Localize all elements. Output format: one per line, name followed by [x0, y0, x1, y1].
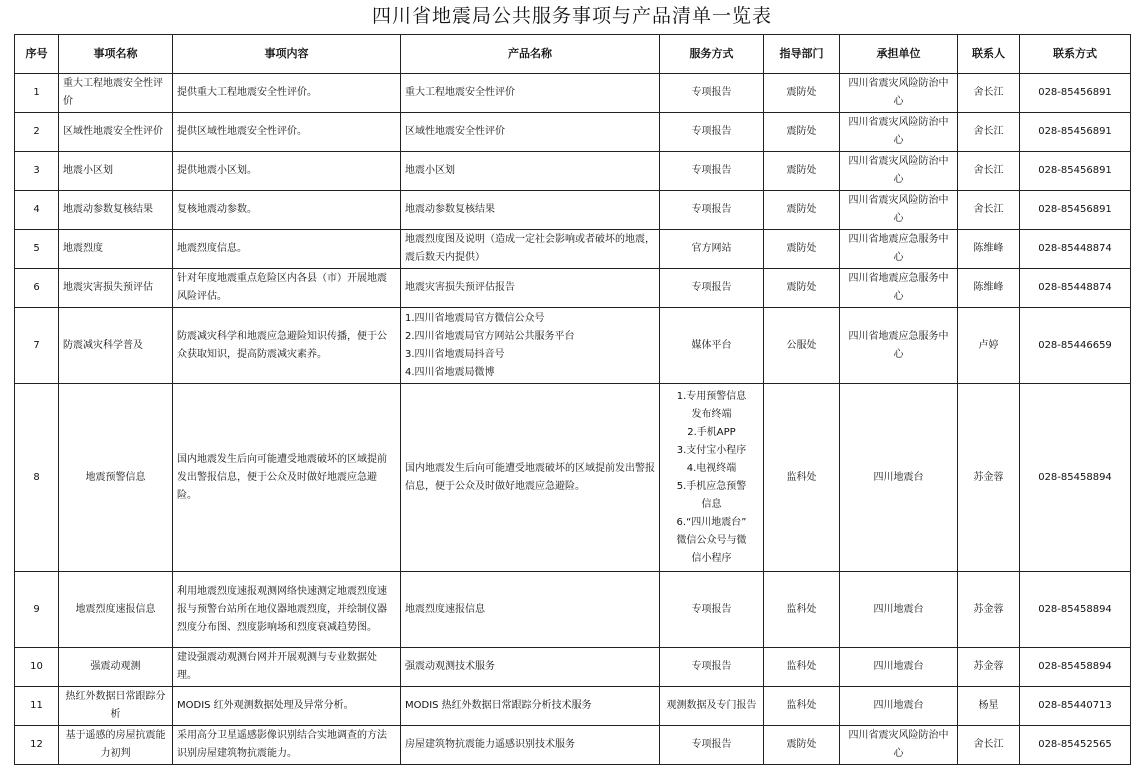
cell-product: 地震灾害损失预评估报告 — [401, 269, 660, 308]
cell-no: 9 — [15, 572, 59, 648]
cell-content: 地震烈度信息。 — [173, 230, 401, 269]
header-content: 事项内容 — [173, 35, 401, 74]
cell-dept: 震防处 — [764, 152, 840, 191]
header-no: 序号 — [15, 35, 59, 74]
cell-phone: 028-85446659 — [1020, 308, 1131, 384]
cell-product: MODIS 热红外数据日常跟踪分析技术服务 — [401, 687, 660, 726]
service-list-item: 发布终端 — [691, 408, 732, 420]
cell-product: 地震烈度图及说明（造成一定社会影响或者破坏的地震，震后数天内提供） — [401, 230, 660, 269]
service-list-item: 1.专用预警信息 — [676, 390, 747, 402]
cell-phone: 028-85456891 — [1020, 191, 1131, 230]
product-list-item: 1.四川省地震局官方微信公众号 — [405, 312, 545, 324]
cell-contact: 舍长江 — [958, 726, 1020, 765]
cell-phone: 028-85452565 — [1020, 726, 1131, 765]
cell-unit: 四川省震灾风险防治中心 — [840, 152, 958, 191]
cell-dept: 震防处 — [764, 726, 840, 765]
cell-dept: 震防处 — [764, 74, 840, 113]
cell-no: 7 — [15, 308, 59, 384]
table-row — [15, 308, 1131, 384]
cell-item: 热红外数据日常跟踪分析 — [59, 687, 173, 726]
cell-dept: 监科处 — [764, 572, 840, 648]
cell-contact: 舍长江 — [958, 74, 1020, 113]
cell-service: 媒体平台 — [660, 308, 764, 384]
cell-content: 提供区域性地震安全性评价。 — [173, 113, 401, 152]
cell-unit: 四川省地震应急服务中心 — [840, 230, 958, 269]
cell-dept: 震防处 — [764, 113, 840, 152]
table-row — [15, 726, 1131, 765]
cell-service: 专项报告 — [660, 152, 764, 191]
header-item: 事项名称 — [59, 35, 173, 74]
cell-phone: 028-85458894 — [1020, 648, 1131, 687]
table-row — [15, 269, 1131, 308]
cell-unit: 四川省地震应急服务中心 — [840, 308, 958, 384]
table-row — [15, 113, 1131, 152]
table-row — [15, 74, 1131, 113]
service-list-item: 3.支付宝小程序 — [676, 444, 747, 456]
table-row — [15, 152, 1131, 191]
cell-content: 采用高分卫星遥感影像识别结合实地调查的方法识别房屋建筑物抗震能力。 — [173, 726, 401, 765]
cell-phone: 028-85448874 — [1020, 230, 1131, 269]
cell-service: 专项报告 — [660, 726, 764, 765]
cell-service: 专项报告 — [660, 74, 764, 113]
cell-item: 地震预警信息 — [59, 384, 173, 572]
cell-phone: 028-85456891 — [1020, 74, 1131, 113]
cell-contact: 舍长江 — [958, 191, 1020, 230]
cell-contact: 陈维峰 — [958, 230, 1020, 269]
cell-dept: 监科处 — [764, 648, 840, 687]
header-contact: 联系人 — [958, 35, 1020, 74]
cell-product: 区域性地震安全性评价 — [401, 113, 660, 152]
cell-no: 6 — [15, 269, 59, 308]
cell-phone: 028-85456891 — [1020, 152, 1131, 191]
cell-content: 提供地震小区划。 — [173, 152, 401, 191]
cell-item: 地震动参数复核结果 — [59, 191, 173, 230]
cell-phone: 028-85448874 — [1020, 269, 1131, 308]
cell-content: 针对年度地震重点危险区内各县（市）开展地震风险评估。 — [173, 269, 401, 308]
product-list-item: 3.四川省地震局抖音号 — [405, 348, 505, 360]
cell-contact: 杨星 — [958, 687, 1020, 726]
header-unit: 承担单位 — [840, 35, 958, 74]
page-title: 四川省地震局公共服务事项与产品清单一览表 — [371, 5, 772, 27]
cell-content: 国内地震发生后向可能遭受地震破坏的区域提前发出警报信息，便于公众及时做好地震应急避险。 — [173, 384, 401, 572]
table-row — [15, 572, 1131, 648]
cell-item: 地震烈度速报信息 — [59, 572, 173, 648]
service-list-item: 微信公众号与微 — [676, 534, 747, 546]
cell-content: 建设强震动观测台网并开展观测与专业数据处理。 — [173, 648, 401, 687]
header-product: 产品名称 — [401, 35, 660, 74]
cell-service: 专项报告 — [660, 269, 764, 308]
cell-service: 专项报告 — [660, 572, 764, 648]
table-row — [15, 191, 1131, 230]
cell-phone: 028-85458894 — [1020, 384, 1131, 572]
cell-unit: 四川省震灾风险防治中心 — [840, 191, 958, 230]
cell-dept: 震防处 — [764, 191, 840, 230]
cell-dept: 震防处 — [764, 269, 840, 308]
header-service: 服务方式 — [660, 35, 764, 74]
cell-no: 2 — [15, 113, 59, 152]
service-list-item: 信息 — [701, 498, 722, 510]
cell-content: MODIS 红外观测数据处理及异常分析。 — [173, 687, 401, 726]
cell-no: 3 — [15, 152, 59, 191]
header-phone: 联系方式 — [1020, 35, 1131, 74]
cell-service: 专项报告 — [660, 113, 764, 152]
cell-contact: 苏金蓉 — [958, 648, 1020, 687]
cell-phone: 028-85456891 — [1020, 113, 1131, 152]
cell-no: 12 — [15, 726, 59, 765]
cell-service: 观测数据及专门报告 — [660, 687, 764, 726]
cell-product: 地震动参数复核结果 — [401, 191, 660, 230]
product-list-item: 4.四川省地震局微博 — [405, 366, 495, 378]
cell-phone: 028-85458894 — [1020, 572, 1131, 648]
service-list-item: 6.“四川地震台” — [676, 516, 747, 528]
table-row — [15, 648, 1131, 687]
cell-unit: 四川省地震应急服务中心 — [840, 269, 958, 308]
cell-item: 防震减灾科学普及 — [59, 308, 173, 384]
cell-unit: 四川地震台 — [840, 687, 958, 726]
cell-contact: 苏金蓉 — [958, 384, 1020, 572]
cell-item: 基于遥感的房屋抗震能力初判 — [59, 726, 173, 765]
cell-item: 地震小区划 — [59, 152, 173, 191]
table-row — [15, 230, 1131, 269]
cell-dept: 监科处 — [764, 687, 840, 726]
table-row — [15, 384, 1131, 572]
cell-unit: 四川省震灾风险防治中心 — [840, 113, 958, 152]
cell-service — [660, 384, 764, 572]
cell-product: 地震小区划 — [401, 152, 660, 191]
cell-item: 重大工程地震安全性评价 — [59, 74, 173, 113]
cell-phone: 028-85440713 — [1020, 687, 1131, 726]
cell-item: 地震烈度 — [59, 230, 173, 269]
cell-product: 国内地震发生后向可能遭受地震破坏的区域提前发出警报信息，便于公众及时做好地震应急避险。 — [401, 384, 660, 572]
cell-product: 地震烈度速报信息 — [401, 572, 660, 648]
cell-contact: 舍长江 — [958, 113, 1020, 152]
service-table — [14, 34, 1131, 765]
cell-unit: 四川省震灾风险防治中心 — [840, 74, 958, 113]
cell-content: 防震减灾科学和地震应急避险知识传播，便于公众获取知识，提高防震减灾素养。 — [173, 308, 401, 384]
cell-no: 8 — [15, 384, 59, 572]
cell-dept: 公服处 — [764, 308, 840, 384]
cell-service: 专项报告 — [660, 191, 764, 230]
cell-service: 专项报告 — [660, 648, 764, 687]
cell-no: 5 — [15, 230, 59, 269]
cell-product: 强震动观测技术服务 — [401, 648, 660, 687]
service-list-item: 2.手机APP — [687, 426, 736, 438]
cell-unit: 四川省震灾风险防治中心 — [840, 726, 958, 765]
cell-unit: 四川地震台 — [840, 648, 958, 687]
cell-contact: 陈维峰 — [958, 269, 1020, 308]
service-list-item: 5.手机应急预警 — [676, 480, 747, 492]
service-list-item: 信小程序 — [691, 552, 732, 564]
cell-item: 地震灾害损失预评估 — [59, 269, 173, 308]
cell-item: 区域性地震安全性评价 — [59, 113, 173, 152]
cell-no: 1 — [15, 74, 59, 113]
cell-no: 10 — [15, 648, 59, 687]
cell-dept: 监科处 — [764, 384, 840, 572]
cell-unit: 四川地震台 — [840, 384, 958, 572]
cell-no: 11 — [15, 687, 59, 726]
cell-contact: 舍长江 — [958, 152, 1020, 191]
cell-dept: 震防处 — [764, 230, 840, 269]
product-list-item: 2.四川省地震局官方网站公共服务平台 — [405, 330, 575, 342]
cell-contact: 卢婷 — [958, 308, 1020, 384]
cell-content: 提供重大工程地震安全性评价。 — [173, 74, 401, 113]
cell-product — [401, 308, 660, 384]
cell-product: 房屋建筑物抗震能力遥感识别技术服务 — [401, 726, 660, 765]
cell-no: 4 — [15, 191, 59, 230]
cell-content: 复核地震动参数。 — [173, 191, 401, 230]
cell-content: 利用地震烈度速报观测网络快速测定地震烈度速报与预警台站所在地仪器地震烈度，并绘制仪器烈度分布图、烈度影响场和烈度衰减趋势图。 — [173, 572, 401, 648]
table-row — [15, 687, 1131, 726]
cell-unit: 四川地震台 — [840, 572, 958, 648]
table-header-row — [15, 35, 1131, 74]
cell-item: 强震动观测 — [59, 648, 173, 687]
cell-service: 官方网站 — [660, 230, 764, 269]
cell-product: 重大工程地震安全性评价 — [401, 74, 660, 113]
cell-contact: 苏金蓉 — [958, 572, 1020, 648]
header-dept: 指导部门 — [764, 35, 840, 74]
service-list-item: 4.电视终端 — [686, 462, 737, 474]
